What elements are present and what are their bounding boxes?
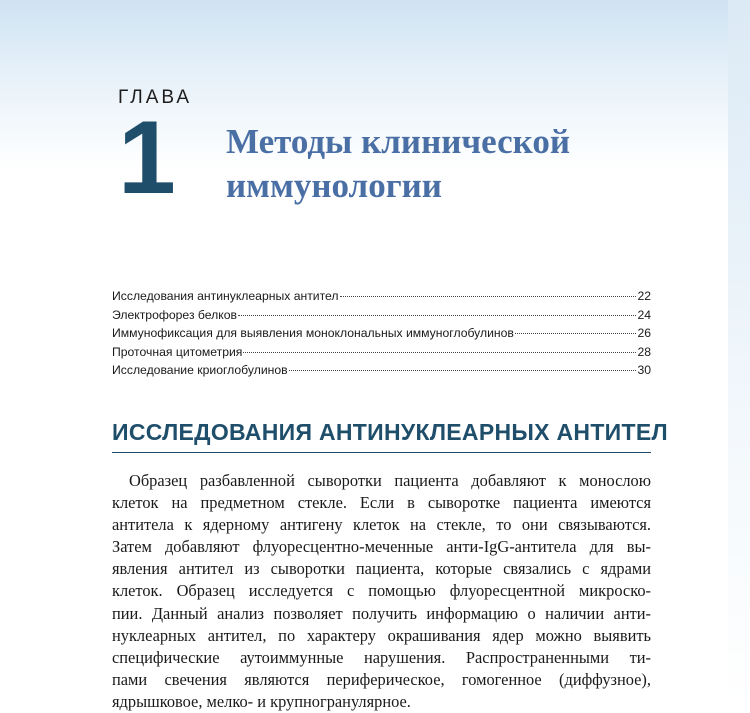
toc-entry-title: Иммунофиксация для выявления моноклональных иммуноглобулинов — [112, 326, 514, 340]
toc-leader-dots — [289, 370, 637, 371]
chapter-title-line-1: Методы клинической — [226, 122, 571, 161]
toc-entry-title: Проточная цитометрия — [112, 344, 243, 359]
chapter-label: ГЛАВА — [118, 87, 193, 108]
toc-entry[interactable] — [112, 289, 651, 308]
paragraph-line: пии. Данный анализ позволяет получить информацию о наличии анти- — [112, 603, 651, 623]
paragraph-line: пами свечения являются периферическое, гомогенное (диффузное), — [112, 669, 651, 689]
chapter-title — [226, 120, 696, 208]
toc-leader-dots — [515, 333, 637, 334]
table-of-contents — [112, 289, 651, 382]
section-body-paragraph — [112, 470, 651, 713]
paragraph-line: Образец разбавленной сыворотки пациента добавляют к монослою — [129, 471, 651, 490]
toc-leader-dots — [243, 352, 636, 353]
toc-entry-page: 22 — [637, 289, 651, 303]
chapter-title-line-2: иммунологии — [226, 166, 442, 205]
toc-entry-title: Исследование криоглобулинов — [112, 363, 288, 377]
toc-entry[interactable] — [112, 345, 651, 364]
toc-entry-page: 26 — [637, 326, 651, 340]
toc-entry-title: Электрофорез белков — [112, 307, 237, 322]
toc-leader-dots — [238, 315, 636, 316]
paragraph-line: клеток. Образец исследуется с помощью флуоресцентной микроско- — [112, 581, 651, 601]
toc-entry[interactable] — [112, 363, 651, 382]
paragraph-line: нуклеарных антител, по характеру окрашивания ядер можно выявить — [112, 625, 651, 645]
paragraph-line: антитела к ядерному антигену клеток на стекле, то они связываются. — [112, 515, 651, 535]
toc-leader-dots — [340, 296, 637, 297]
paragraph-line: ядрышковое, мелко- и крупногранулярное. — [112, 691, 411, 711]
section-heading: ИССЛЕДОВАНИЯ АНТИНУКЛЕАРНЫХ АНТИТЕЛ — [112, 419, 651, 453]
paragraph-line: Затем добавляют флуоресцентно-меченные анти-IgG-антитела для вы- — [112, 537, 651, 557]
toc-entry-page: 28 — [637, 344, 651, 359]
toc-entry-page: 30 — [637, 363, 651, 377]
paragraph-line: специфические аутоиммунные нарушения. Распространенными ти- — [112, 647, 651, 667]
toc-entry-title: Исследования антинуклеарных антител — [112, 289, 339, 303]
chapter-number: 1 — [118, 100, 176, 216]
toc-entry-page: 24 — [637, 307, 651, 322]
toc-entry[interactable] — [112, 308, 651, 327]
page-edge-strip — [728, 0, 750, 708]
paragraph-line: клеток на предметном стекле. Если в сыворотке пациента имеются — [112, 493, 651, 513]
paragraph-line: явления антител из сыворотки пациента, которые связались с ядрами — [112, 559, 651, 579]
toc-entry[interactable] — [112, 326, 651, 345]
